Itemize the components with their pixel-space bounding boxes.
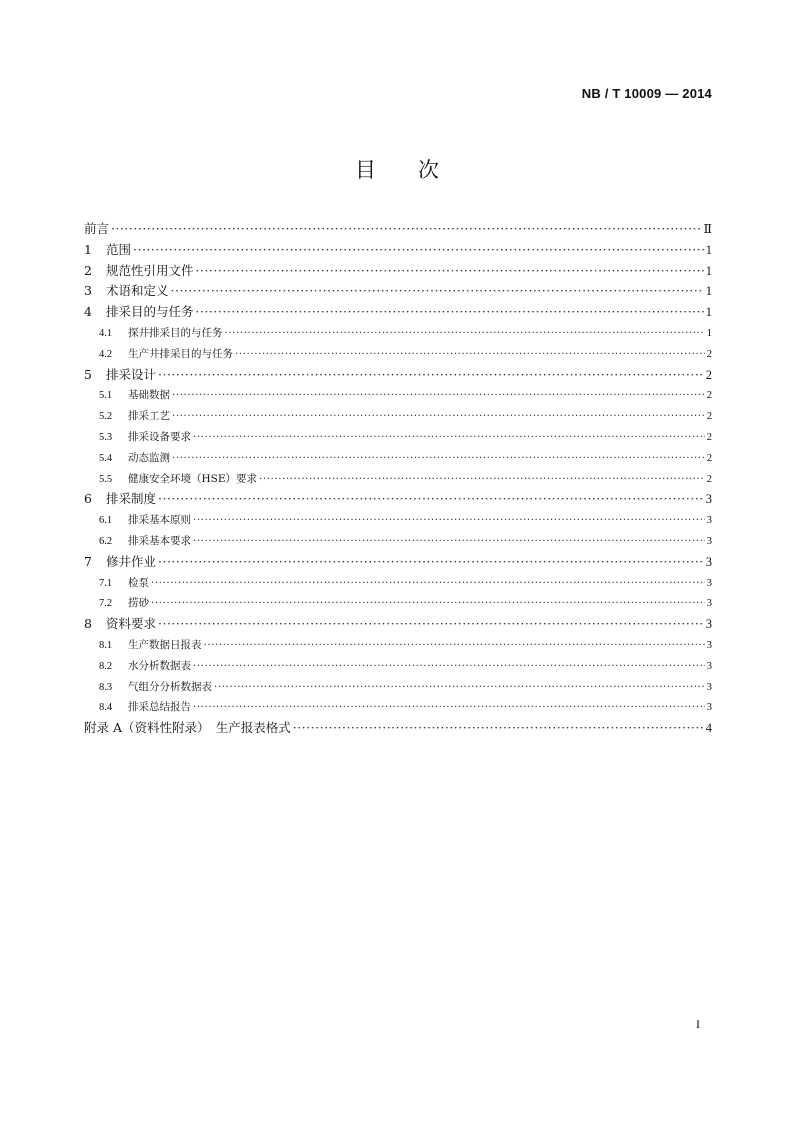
toc-entry-number: 5.4 [99, 452, 113, 464]
toc-entry[interactable] [84, 573, 712, 594]
toc-entry-label: 前言 [84, 221, 110, 236]
toc-entry-label: 范围 [106, 241, 132, 257]
toc-entry-number: 8.4 [99, 702, 113, 714]
toc-entry-label: 规范性引用文件 [106, 262, 194, 278]
toc-entry[interactable] [84, 302, 712, 323]
toc-entry-label: 生产井排采目的与任务 [128, 347, 233, 360]
toc-entry-label: 术语和定义 [106, 283, 169, 299]
toc-entry[interactable] [84, 510, 712, 531]
toc-dot-leader [158, 365, 704, 386]
toc-entry[interactable] [84, 718, 712, 739]
toc-entry-label: 排采工艺 [128, 410, 170, 423]
toc-entry-page: 1 [705, 305, 712, 320]
toc-entry-page: 2 [706, 348, 712, 360]
toc-entry[interactable] [84, 323, 712, 344]
toc-entry-page: 2 [706, 390, 712, 402]
toc-entry[interactable] [84, 427, 712, 448]
toc-dot-leader [193, 697, 705, 718]
toc-entry-label: 排采设计 [106, 366, 157, 382]
toc-entry-page: Ⅱ [703, 222, 712, 236]
toc-entry-page: 1 [706, 327, 712, 339]
toc-entry-label: 基础数据 [128, 389, 170, 402]
toc-entry[interactable] [84, 448, 712, 469]
toc-entry-page: 3 [705, 554, 712, 569]
toc-entry-number: 5 [84, 366, 92, 382]
toc-entry-number: 5.3 [99, 431, 113, 443]
toc-entry-label: 排采设备要求 [128, 430, 191, 443]
toc-entry-label: 资料要求 [106, 616, 157, 632]
toc-entry-label: 捞砂 [128, 597, 149, 610]
toc-entry-page: 3 [706, 598, 712, 610]
toc-entry-number: 6.2 [99, 535, 113, 547]
toc-entry-page: 3 [705, 617, 712, 632]
toc-dot-leader [259, 469, 705, 490]
toc-dot-leader [196, 302, 704, 323]
toc-entry-number: 2 [84, 262, 92, 278]
toc-entry-label: 生产数据日报表 [128, 638, 202, 651]
toc-dot-leader [171, 281, 704, 302]
toc-dot-leader [293, 718, 704, 739]
toc-dot-leader [172, 385, 705, 406]
toc-entry-page: 2 [706, 473, 712, 485]
toc-entry-label: 水分析数据表 [128, 659, 191, 672]
table-of-contents [84, 219, 712, 739]
toc-entry-number: 4 [84, 304, 92, 320]
toc-entry[interactable] [84, 614, 712, 635]
toc-entry[interactable] [84, 406, 712, 427]
toc-entry-page: 2 [706, 431, 712, 443]
toc-entry[interactable] [84, 635, 712, 656]
toc-entry-page: 4 [705, 721, 712, 736]
toc-entry-number: 4.1 [99, 327, 113, 339]
toc-entry-page: 1 [705, 284, 712, 299]
toc-dot-leader [151, 593, 705, 614]
toc-dot-leader [158, 614, 704, 635]
toc-entry-page: 3 [706, 639, 712, 651]
toc-entry-label: 附录 A（资料性附录） 生产报表格式 [84, 720, 291, 736]
toc-entry-page: 3 [706, 535, 712, 547]
toc-dot-leader [193, 510, 705, 531]
toc-entry-label: 探井排采目的与任务 [128, 326, 223, 339]
toc-entry-number: 7.2 [99, 598, 113, 610]
toc-entry-label: 排采总结报告 [128, 701, 191, 714]
toc-entry[interactable] [84, 469, 712, 490]
toc-entry-number: 7 [84, 553, 92, 569]
toc-entry[interactable] [84, 219, 712, 240]
toc-entry-page: 2 [705, 367, 712, 382]
toc-entry[interactable] [84, 677, 712, 698]
toc-entry-page: 3 [706, 681, 712, 693]
toc-entry-label: 排采基本要求 [128, 534, 191, 547]
toc-entry-page: 3 [706, 702, 712, 714]
toc-entry-number: 8.2 [99, 660, 113, 672]
toc-entry-label: 健康安全环境（HSE）要求 [128, 472, 258, 485]
toc-dot-leader [158, 552, 704, 573]
toc-entry-page: 3 [706, 660, 712, 672]
toc-entry-label: 修井作业 [106, 553, 157, 569]
toc-entry-number: 5.1 [99, 390, 113, 402]
toc-entry[interactable] [84, 261, 712, 282]
toc-entry-number: 1 [84, 241, 92, 257]
toc-dot-leader [204, 635, 705, 656]
toc-entry-label: 检泵 [128, 576, 149, 589]
toc-entry[interactable] [84, 281, 712, 302]
toc-entry-page: 1 [705, 242, 712, 257]
toc-entry-number: 6.1 [99, 515, 113, 527]
toc-entry-page: 1 [705, 263, 712, 278]
toc-dot-leader [193, 656, 705, 677]
standard-code: NB / T 10009 — 2014 [581, 86, 712, 101]
toc-dot-leader [158, 489, 704, 510]
toc-dot-leader [196, 261, 704, 282]
toc-entry-label: 排采制度 [106, 491, 157, 507]
toc-dot-leader [235, 344, 705, 365]
toc-dot-leader [111, 219, 701, 240]
toc-entry[interactable] [84, 365, 712, 386]
toc-entry-page: 3 [706, 577, 712, 589]
toc-entry-number: 8.3 [99, 681, 113, 693]
toc-entry-number: 6 [84, 491, 92, 507]
toc-entry-page: 3 [706, 515, 712, 527]
toc-entry-page: 2 [706, 452, 712, 464]
toc-entry-number: 8.1 [99, 639, 113, 651]
toc-entry-label: 气组分分析数据表 [128, 680, 212, 693]
toc-entry[interactable] [84, 552, 712, 573]
toc-dot-leader [225, 323, 705, 344]
footer-page-number: I [696, 1017, 700, 1031]
toc-entry[interactable] [84, 344, 712, 365]
toc-entry[interactable] [84, 385, 712, 406]
toc-entry-label: 排采基本原则 [128, 514, 191, 527]
toc-dot-leader [193, 427, 705, 448]
toc-entry-number: 5.5 [99, 473, 113, 485]
toc-dot-leader [214, 677, 705, 698]
toc-entry-page: 2 [706, 411, 712, 423]
toc-entry[interactable] [84, 531, 712, 552]
toc-entry-number: 8 [84, 616, 92, 632]
toc-dot-leader [172, 448, 705, 469]
toc-entry-number: 4.2 [99, 348, 113, 360]
toc-entry-number: 5.2 [99, 411, 113, 423]
toc-entry[interactable] [84, 593, 712, 614]
toc-dot-leader [151, 573, 705, 594]
toc-entry[interactable] [84, 656, 712, 677]
toc-entry-number: 7.1 [99, 577, 113, 589]
toc-entry-label: 排采目的与任务 [106, 304, 194, 320]
toc-entry-label: 动态监测 [128, 451, 170, 464]
toc-entry-number: 3 [84, 283, 92, 299]
toc-entry[interactable] [84, 697, 712, 718]
toc-entry-page: 3 [705, 492, 712, 507]
toc-dot-leader [133, 240, 704, 261]
toc-dot-leader [172, 406, 705, 427]
toc-dot-leader [193, 531, 705, 552]
page-title: 目次 [355, 158, 481, 182]
toc-entry[interactable] [84, 240, 712, 261]
toc-entry[interactable] [84, 489, 712, 510]
